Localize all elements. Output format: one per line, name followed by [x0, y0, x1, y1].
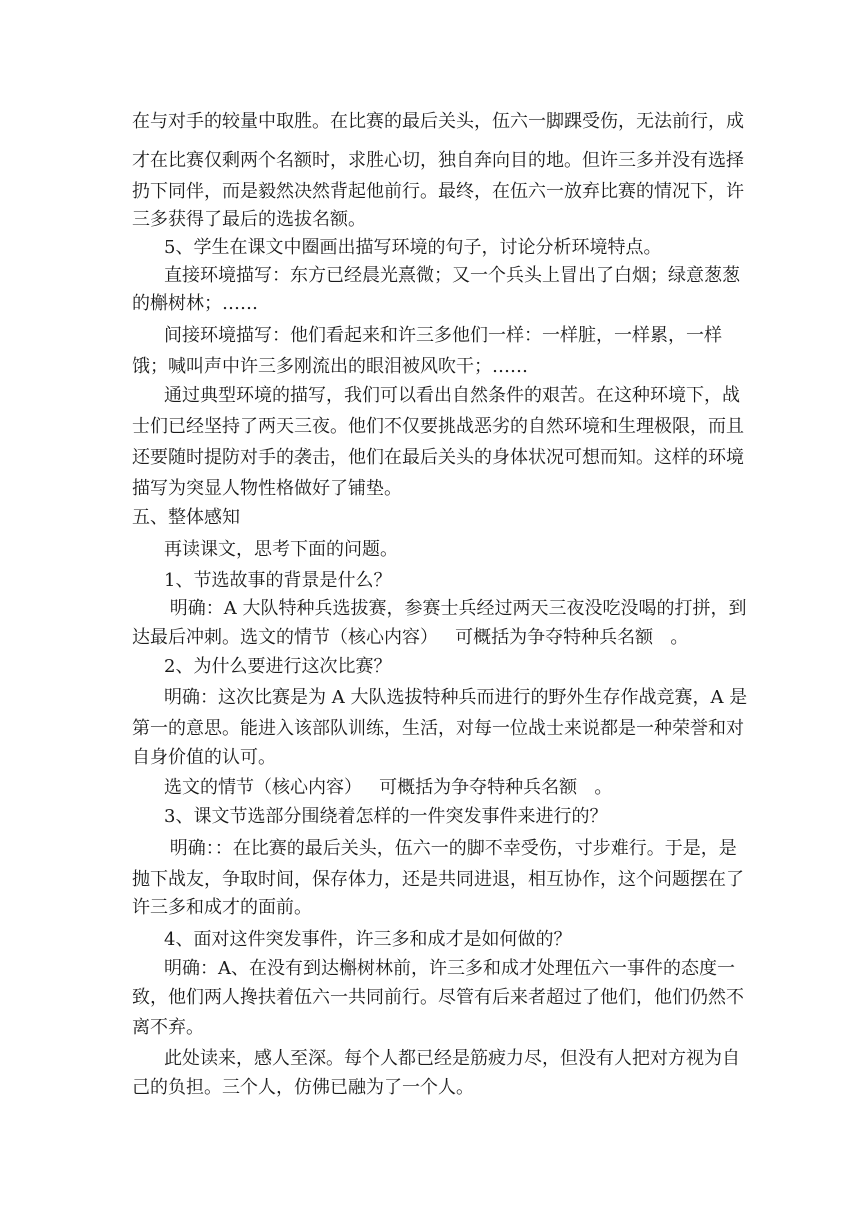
question-1: 1、节选故事的背景是什么？: [164, 570, 392, 591]
reflection-line-1: 此处读来，感人至深。每个人都已经是筋疲力尽，但没有人把对方视为自: [164, 1048, 740, 1069]
env-analysis-line-4: 描写为突显人物性格做好了铺垫。: [132, 478, 402, 499]
reread-instruction: 再读课文，思考下面的问题。: [164, 539, 398, 560]
question-3: 3、课文节选部分围绕着怎样的一件突发事件来进行的？: [164, 806, 608, 827]
answer-1-line-2: 达最后冲刺。选文的情节（核心内容） 可概括为争夺特种兵名额 。: [132, 627, 689, 648]
answer-2-line-1: 明确：这次比赛是为 A 大队选拔特种兵而进行的野外生存作战竞赛，A 是: [164, 687, 748, 708]
paragraph-1-line-4: 三多获得了最后的选拔名额。: [132, 209, 366, 230]
answer-4-line-1: 明确：A、在没有到达槲树林前，许三多和成才处理伍六一事件的态度一: [164, 958, 735, 979]
env-analysis-line-3: 还要随时提防对手的袭击，他们在最后关头的身体状况可想而知。这样的环境: [132, 447, 744, 468]
env-analysis-line-1: 通过典型环境的描写，我们可以看出自然条件的艰苦。在这种环境下，战: [164, 385, 740, 406]
env-analysis-line-2: 士们已经坚持了两天三夜。他们不仅要挑战恶劣的自然环境和生理极限，而且: [132, 416, 744, 437]
answer-1-line-1: 明确：A 大队特种兵选拔赛，参赛士兵经过两天三夜没吃没喝的打拼，到: [164, 598, 747, 619]
answer-4-line-3: 离不弃。: [132, 1017, 204, 1038]
item-5-text: 5、学生在课文中圈画出描写环境的句子，讨论分析环境特点。: [164, 237, 662, 258]
paragraph-1-line-1: 在与对手的较量中取胜。在比赛的最后关头，伍六一脚踝受伤，无法前行，成: [132, 111, 744, 132]
paragraph-1-line-3: 扔下同伴，而是毅然决然背起他前行。最终，在伍六一放弃比赛的情况下，许: [132, 181, 744, 202]
question-4: 4、面对这件突发事件，许三多和成才是如何做的？: [164, 929, 572, 950]
answer-2-line-3: 自身价值的认可。: [132, 747, 276, 768]
direct-env-line-1: 直接环境描写：东方已经晨光熹微；又一个兵头上冒出了白烟；绿意葱葱: [164, 265, 740, 286]
answer-3-line-2: 抛下战友，争取时间，保存体力，还是共同进退，相互协作，这个问题摆在了: [132, 869, 744, 890]
indirect-env-line-2: 饿；喊叫声中许三多刚流出的眼泪被风吹干；……: [132, 356, 528, 377]
answer-2-line-2: 第一的意思。能进入该部队训练，生活，对每一位战士来说都是一种荣誉和对: [132, 718, 744, 739]
direct-env-line-2: 的槲树林；……: [132, 293, 258, 314]
indirect-env-line-1: 间接环境描写：他们看起来和许三多他们一样：一样脏，一样累，一样: [164, 325, 722, 346]
answer-3-line-1: 明确：：在比赛的最后关头，伍六一的脚不幸受伤，寸步难行。于是，是: [164, 838, 737, 859]
answer-3-line-3: 许三多和成才的面前。: [132, 897, 312, 918]
answer-4-line-2: 致，他们两人搀扶着伍六一共同前行。尽管有后来者超过了他们，他们仍然不: [132, 987, 744, 1008]
plot-summary: 选文的情节（核心内容） 可概括为争夺特种兵名额 。: [164, 777, 613, 798]
paragraph-1-line-2: 才在比赛仅剩两个名额时，求胜心切，独自奔向目的地。但许三多并没有选择: [132, 150, 744, 171]
reflection-line-2: 己的负担。三个人，仿佛已融为了一个人。: [132, 1077, 474, 1098]
section-5-heading: 五、整体感知: [132, 507, 240, 528]
question-2: 2、为什么要进行这次比赛？: [164, 656, 392, 677]
